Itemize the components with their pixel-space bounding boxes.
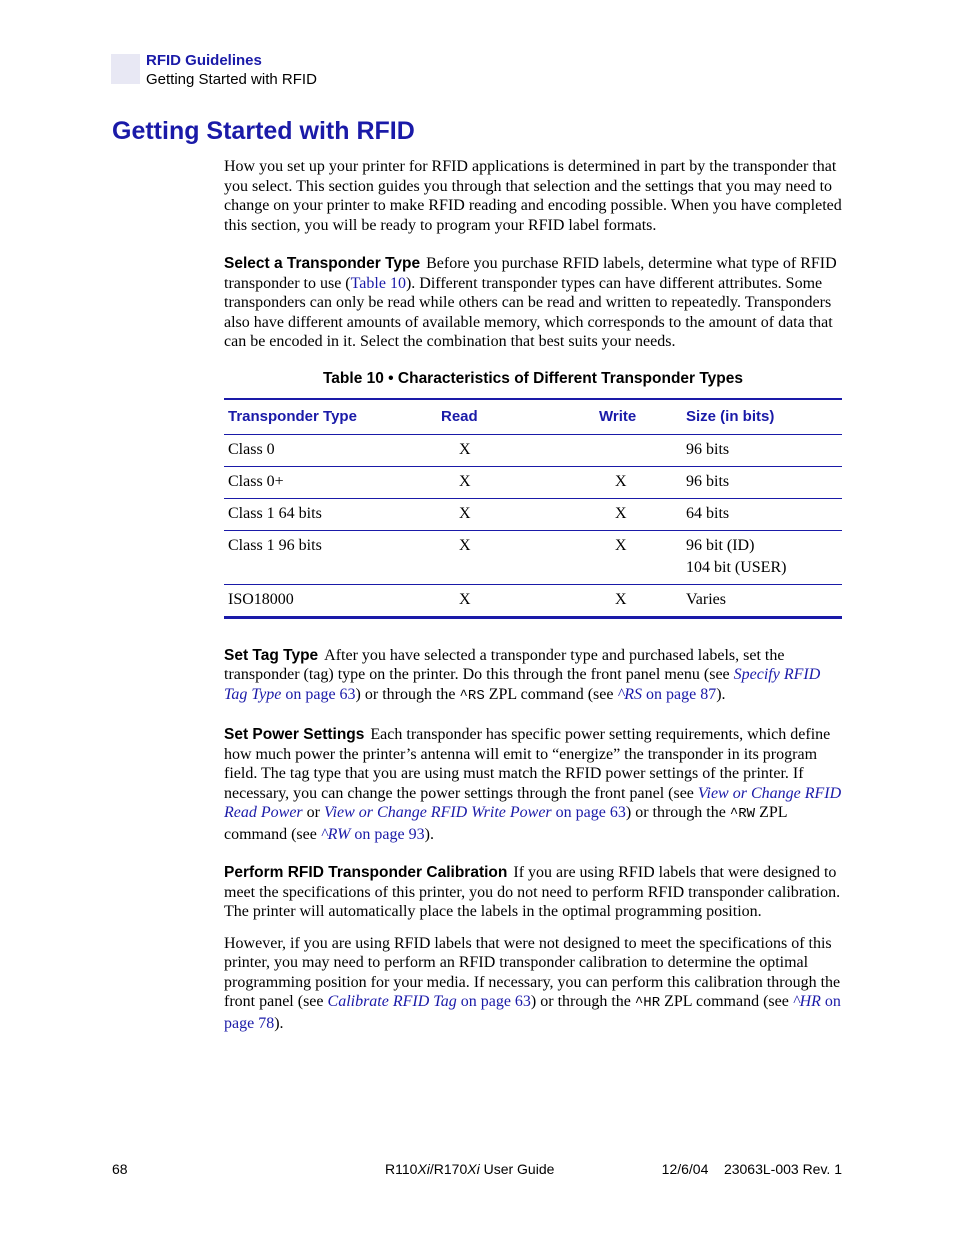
set-tag-type-paragraph: Set Tag Type After you have selected a transponder type and purchased labels, set the transponder (tag) type on the printer. Do this through the front panel menu (see Specify RFID Tag Type on page 63) or through the ^RS ZPL command (see ^RS on page 87).: [224, 646, 821, 704]
transponder-types-table: [224, 398, 842, 619]
footer-page-number: 68: [112, 1161, 128, 1177]
table-header-cell: Transponder Type: [224, 399, 437, 434]
footer-guide-title: R110Xi/R170Xi User Guide: [385, 1161, 555, 1177]
table-cell: [595, 434, 682, 466]
rw-command: ^RW: [729, 806, 756, 822]
calibration-paragraph: Perform RFID Transponder Calibration If you are using RFID labels that were designed to meet the specifications of this printer, you do not need to perform RFID transponder calibration. The printer will automatically place the labels in the optimal programming position.: [224, 864, 841, 920]
header-section: RFID Guidelines: [146, 52, 262, 69]
footer-date-revision: 12/6/04 23063L-003 Rev. 1: [661, 1161, 842, 1177]
hr-command: ^HR: [634, 995, 661, 1011]
read-power-link[interactable]: View or Change RFID Read Power: [224, 784, 842, 821]
intro-paragraph: How you set up your printer for RFID applications is determined in part by the transponder that you select. This section guides you through that selection and the settings that you may need to change on your printer to make RFID reading and encoding possible. When you have completed this section, you will be ready to program your RFID label formats.: [224, 158, 842, 234]
table-header-cell: Write: [595, 399, 682, 434]
table-header-row: [224, 399, 842, 434]
hr-command-link[interactable]: ^HR on page 78: [224, 993, 841, 1032]
table-row: [224, 498, 842, 530]
rs-command-link[interactable]: ^RS on page 87: [617, 685, 717, 703]
main-content: [224, 157, 842, 1033]
table-cell: X: [595, 584, 682, 617]
select-transponder-heading: Select a Transponder Type: [224, 255, 421, 272]
table-cell: X: [437, 584, 595, 617]
table-row: [224, 434, 842, 466]
table-cell: X: [595, 498, 682, 530]
table-cell: X: [437, 498, 595, 530]
header-subsection: Getting Started with RFID: [146, 71, 317, 88]
table-cell: 96 bits: [682, 434, 842, 466]
write-power-link[interactable]: View or Change RFID Write Power on page 63: [323, 804, 626, 821]
table-cell: X: [437, 434, 595, 466]
page-title: Getting Started with RFID: [112, 117, 415, 145]
table-row: [224, 530, 842, 584]
table-cell: Class 0: [224, 434, 437, 466]
rs-command: ^RS: [459, 687, 485, 704]
table-cell: X: [595, 466, 682, 498]
specify-rfid-tag-type-link[interactable]: Specify RFID Tag Type on page 63: [224, 666, 821, 703]
table-cell: X: [437, 530, 595, 584]
table-cell: X: [595, 530, 682, 584]
header-marker: [111, 54, 140, 84]
table-cell: Varies: [682, 584, 842, 617]
table-cell: 96 bits: [682, 466, 842, 498]
calibration-heading: Perform RFID Transponder Calibration: [224, 864, 508, 881]
rw-command-link[interactable]: ^RW on page 93: [320, 825, 425, 843]
table-cell: 64 bits: [682, 498, 842, 530]
calibration-paragraph-2: However, if you are using RFID labels that were not designed to meet the specifications of this printer, you may need to perform an RFID transponder calibration to determine the optimal programming position for your media. If necessary, you can perform this calibration through the front panel (see Calibrate RFID Tag on page 63) or through the ^HR ZPL command (see ^HR on page 78).: [224, 934, 841, 1032]
table-row: [224, 584, 842, 617]
table-cell: Class 0+: [224, 466, 437, 498]
table-10-link[interactable]: Table 10: [350, 274, 406, 292]
table-cell: 96 bit (ID) 104 bit (USER): [682, 530, 842, 584]
set-power-heading: Set Power Settings: [224, 726, 365, 743]
table-cell: Class 1 64 bits: [224, 498, 437, 530]
table-header-cell: Read: [437, 399, 595, 434]
table-header-cell: Size (in bits): [682, 399, 842, 434]
set-tag-type-heading: Set Tag Type: [224, 646, 319, 664]
table-cell: X: [437, 466, 595, 498]
table-cell: Class 1 96 bits: [224, 530, 437, 584]
table-cell: ISO18000: [224, 584, 437, 617]
select-transponder-paragraph: Select a Transponder Type Before you purchase RFID labels, determine what type of RFID transponder to use (Table 10). Different transponder types can have different attributes. Some transponders can only be read while others can be read and written to repeatedly. Transponders also have different amounts of available memory, which corresponds to the amount of data that can be encoded in it. Select the combination that best suits your needs.: [224, 255, 837, 350]
table-row: [224, 466, 842, 498]
table-caption: Table 10 • Characteristics of Different Transponder Types: [322, 369, 744, 387]
set-power-paragraph: Set Power Settings Each transponder has specific power setting requirements, which define how much power the printer’s antenna will emit to “energize” the transponder in its program field. The tag type that you are using must match the RFID power settings of the printer. If necessary, you can change the power settings through the front panel (see View or Change RFID Read Power or View or Change RFID Write Power on page 63) or through the ^RW ZPL command (see ^RW on page 93).: [224, 726, 842, 843]
calibrate-rfid-tag-link[interactable]: Calibrate RFID Tag on page 63: [327, 993, 531, 1010]
